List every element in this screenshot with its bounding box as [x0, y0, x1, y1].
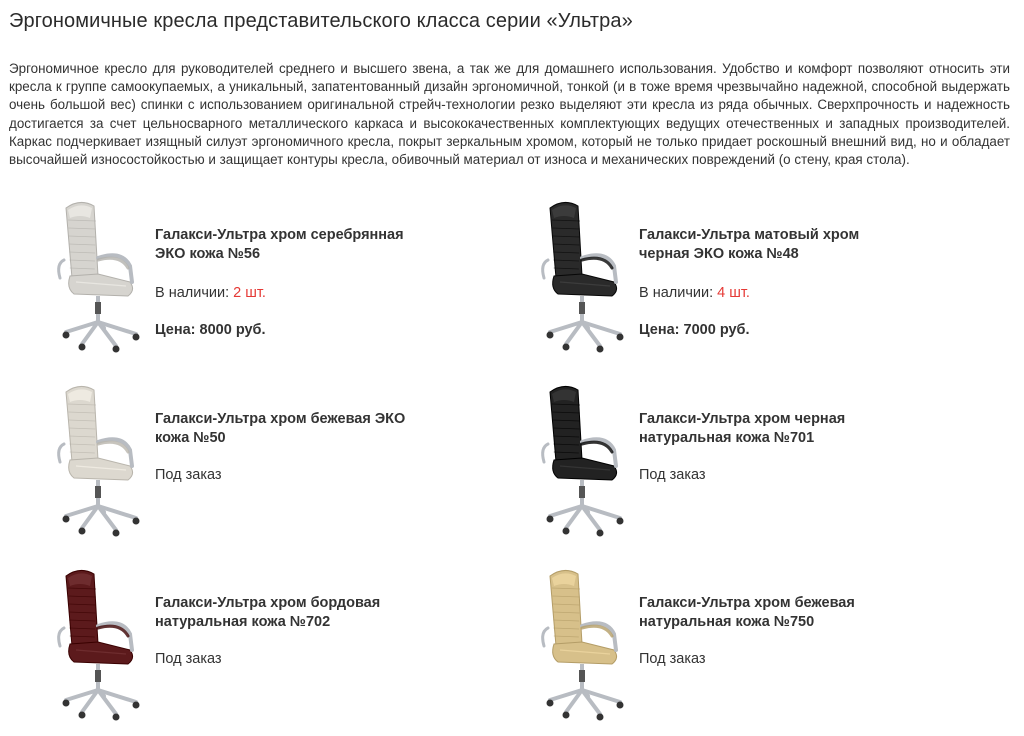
product-photo[interactable]	[46, 198, 156, 358]
product-name[interactable]: Галакси-Ультра хром бежевая ЭКО кожа №50	[155, 411, 406, 446]
product-card	[530, 382, 990, 552]
product-card	[46, 566, 506, 736]
product-card	[46, 198, 506, 368]
product-name[interactable]: Галакси-Ультра хром черная натуральная кожа №701	[639, 411, 846, 446]
product-card	[530, 566, 990, 736]
chair-icon	[46, 382, 156, 542]
chair-icon	[46, 566, 156, 726]
product-photo[interactable]	[46, 566, 156, 726]
stock-status: В наличии: 2 шт.	[155, 285, 266, 301]
product-name[interactable]: Галакси-Ультра хром серебрянная ЭКО кожа №56	[155, 227, 404, 262]
product-photo[interactable]	[46, 382, 156, 542]
page-title: Эргономичные кресла представительского класса серии «Ультра»	[9, 10, 633, 32]
product-name[interactable]: Галакси-Ультра хром бордовая натуральная кожа №702	[155, 595, 381, 630]
product-photo[interactable]	[530, 198, 640, 358]
stock-quantity: 2 шт.	[233, 285, 266, 301]
product-price: Цена: 8000 руб.	[155, 322, 266, 338]
chair-icon	[46, 198, 156, 358]
product-card	[530, 198, 990, 368]
product-card	[46, 382, 506, 552]
availability-status: Под заказ	[639, 651, 706, 667]
product-name[interactable]: Галакси-Ультра матовый хром черная ЭКО кожа №48	[639, 227, 860, 262]
chair-icon	[530, 198, 640, 358]
product-name[interactable]: Галакси-Ультра хром бежевая натуральная кожа №750	[639, 595, 855, 630]
stock-status: В наличии: 4 шт.	[639, 285, 750, 301]
stock-quantity: 4 шт.	[717, 285, 750, 301]
availability-status: Под заказ	[639, 467, 706, 483]
product-photo[interactable]	[530, 566, 640, 726]
availability-status: Под заказ	[155, 651, 222, 667]
intro-description: Эргономичное кресло для руководителей среднего и высшего звена, а так же для домашнего использования. Удобство и комфорт позволяют относить эти кресла к группе самоокупаемых, а уникальный, запатентованный дизайн эргономичной, тонкой (и в тоже время чрезвычайно надежной, способной выдержать очень большой вес) спинки с использованием оригинальной стрейч-технологии резко выделяют эти кресла из ряда обычных. Сверхпрочность и надежность достигается за счет цельносварного металлического каркаса и высококачественных комплектующих ведущих отечественных и западных производителей. Каркас подчеркивает изящный силуэт эргономичного кресла, покрыт зеркальным хромом, который не только придает роскошный внешний вид, но и обладает высочайшей износостойкостью и защищает контуры кресла, обивочный материал от износа и механических повреждений (о стену, края стола).	[9, 61, 1010, 168]
availability-status: Под заказ	[155, 467, 222, 483]
product-photo[interactable]	[530, 382, 640, 542]
chair-icon	[530, 566, 640, 726]
product-price: Цена: 7000 руб.	[639, 322, 750, 338]
chair-icon	[530, 382, 640, 542]
